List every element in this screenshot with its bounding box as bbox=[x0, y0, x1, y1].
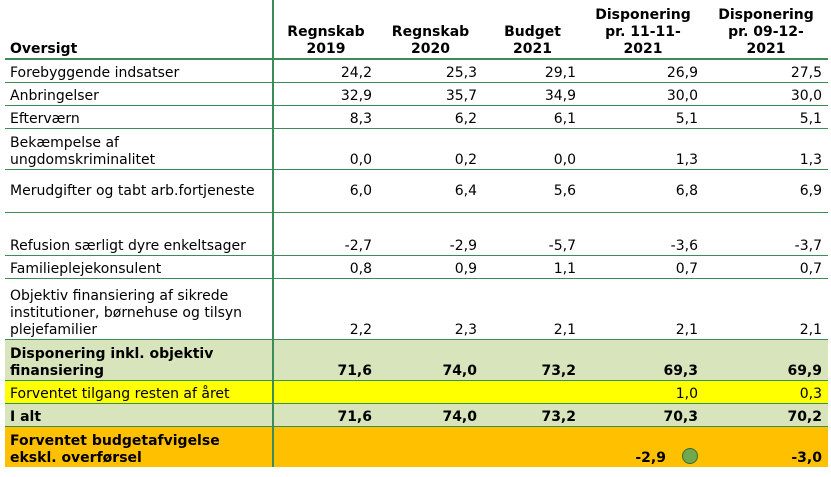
row-label: Forventet budgetafvigelse ekskl. overførsel bbox=[5, 427, 273, 468]
cell-value: 6,1 bbox=[483, 106, 582, 129]
cell-value: -3,7 bbox=[704, 213, 828, 256]
cell-value: 24,2 bbox=[273, 59, 378, 83]
cell-value: 6,2 bbox=[378, 106, 483, 129]
green-status-dot-icon bbox=[682, 448, 698, 464]
cell-value: 1,0 bbox=[582, 381, 704, 404]
cell-value: 74,0 bbox=[378, 340, 483, 381]
cell-value: 6,9 bbox=[704, 170, 828, 213]
row-label: Anbringelser bbox=[5, 83, 273, 106]
cell-value: 70,3 bbox=[582, 404, 704, 427]
cell-value: -2,9 bbox=[635, 450, 666, 466]
cell-value: -2,9 bbox=[378, 213, 483, 256]
cell-value: 2,2 bbox=[273, 279, 378, 340]
table-row bbox=[5, 170, 828, 213]
column-header-regnskab-2019: Regnskab 2019 bbox=[273, 0, 378, 59]
cell-value: 0,0 bbox=[483, 129, 582, 170]
cell-value bbox=[273, 427, 378, 468]
cell-value: 35,7 bbox=[378, 83, 483, 106]
table-row bbox=[5, 213, 828, 256]
cell-value: 70,2 bbox=[704, 404, 828, 427]
row-label: Bekæmpelse af ungdomskriminalitet bbox=[5, 129, 273, 170]
cell-value: 71,6 bbox=[273, 340, 378, 381]
column-header-oversigt: Oversigt bbox=[5, 0, 273, 59]
row-label: Efterværn bbox=[5, 106, 273, 129]
cell-value: 1,1 bbox=[483, 256, 582, 279]
cell-value: 27,5 bbox=[704, 59, 828, 83]
cell-value: 0,7 bbox=[582, 256, 704, 279]
table-row bbox=[5, 106, 828, 129]
row-label: Familieplejekonsulent bbox=[5, 256, 273, 279]
cell-value: -2,7 bbox=[273, 213, 378, 256]
cell-value: 32,9 bbox=[273, 83, 378, 106]
cell-value: 2,1 bbox=[704, 279, 828, 340]
row-label: Forventet tilgang resten af året bbox=[5, 381, 273, 404]
cell-value: -5,7 bbox=[483, 213, 582, 256]
cell-value bbox=[378, 381, 483, 404]
cell-value: 0,9 bbox=[378, 256, 483, 279]
cell-value: 0,3 bbox=[704, 381, 828, 404]
cell-value bbox=[483, 427, 582, 468]
cell-value: 26,9 bbox=[582, 59, 704, 83]
cell-value: 1,3 bbox=[582, 129, 704, 170]
cell-value: 74,0 bbox=[378, 404, 483, 427]
cell-value: -3,0 bbox=[704, 427, 828, 468]
cell-value: 69,3 bbox=[582, 340, 704, 381]
cell-value: 2,1 bbox=[483, 279, 582, 340]
table-row bbox=[5, 59, 828, 83]
subtotal-row bbox=[5, 340, 828, 381]
row-label: I alt bbox=[5, 404, 273, 427]
cell-value: 71,6 bbox=[273, 404, 378, 427]
cell-value bbox=[378, 427, 483, 468]
row-label: Forebyggende indsatser bbox=[5, 59, 273, 83]
column-header-disponering-11-11: Disponering pr. 11-11- 2021 bbox=[582, 0, 704, 59]
column-header-disponering-09-12: Disponering pr. 09-12- 2021 bbox=[704, 0, 828, 59]
column-header-regnskab-2020: Regnskab 2020 bbox=[378, 0, 483, 59]
budget-deviation-row bbox=[5, 427, 828, 468]
total-row bbox=[5, 404, 828, 427]
cell-value: 6,8 bbox=[582, 170, 704, 213]
cell-value: 25,3 bbox=[378, 59, 483, 83]
cell-value: 2,3 bbox=[378, 279, 483, 340]
budget-overview-table-wrapper bbox=[5, 0, 828, 467]
row-label: Disponering inkl. objektiv finansiering bbox=[5, 340, 273, 381]
forecast-row bbox=[5, 381, 828, 404]
cell-value: 5,1 bbox=[704, 106, 828, 129]
cell-value-with-indicator bbox=[582, 427, 704, 468]
table-row bbox=[5, 279, 828, 340]
cell-value: 5,1 bbox=[582, 106, 704, 129]
column-header-budget-2021: Budget 2021 bbox=[483, 0, 582, 59]
table-header-row bbox=[5, 0, 828, 59]
cell-value: 0,7 bbox=[704, 256, 828, 279]
cell-value: 29,1 bbox=[483, 59, 582, 83]
cell-value: 6,0 bbox=[273, 170, 378, 213]
cell-value: 8,3 bbox=[273, 106, 378, 129]
cell-value: 0,2 bbox=[378, 129, 483, 170]
cell-value bbox=[483, 381, 582, 404]
cell-value: 73,2 bbox=[483, 404, 582, 427]
cell-value: 30,0 bbox=[582, 83, 704, 106]
cell-value bbox=[273, 381, 378, 404]
cell-value: 73,2 bbox=[483, 340, 582, 381]
row-label: Objektiv finansiering af sikrede institutioner, børnehuse og tilsyn plejefamilier bbox=[5, 279, 273, 340]
budget-overview-table bbox=[5, 0, 828, 467]
cell-value: 69,9 bbox=[704, 340, 828, 381]
cell-value: 1,3 bbox=[704, 129, 828, 170]
table-row bbox=[5, 83, 828, 106]
cell-value: 5,6 bbox=[483, 170, 582, 213]
cell-value: 6,4 bbox=[378, 170, 483, 213]
cell-value: 0,8 bbox=[273, 256, 378, 279]
row-label: Merudgifter og tabt arb.fortjeneste bbox=[5, 170, 273, 213]
cell-value: 2,1 bbox=[582, 279, 704, 340]
cell-value: 34,9 bbox=[483, 83, 582, 106]
cell-value: -3,6 bbox=[582, 213, 704, 256]
cell-value: 0,0 bbox=[273, 129, 378, 170]
table-row bbox=[5, 256, 828, 279]
row-label: Refusion særligt dyre enkeltsager bbox=[5, 213, 273, 256]
table-row bbox=[5, 129, 828, 170]
cell-value: 30,0 bbox=[704, 83, 828, 106]
